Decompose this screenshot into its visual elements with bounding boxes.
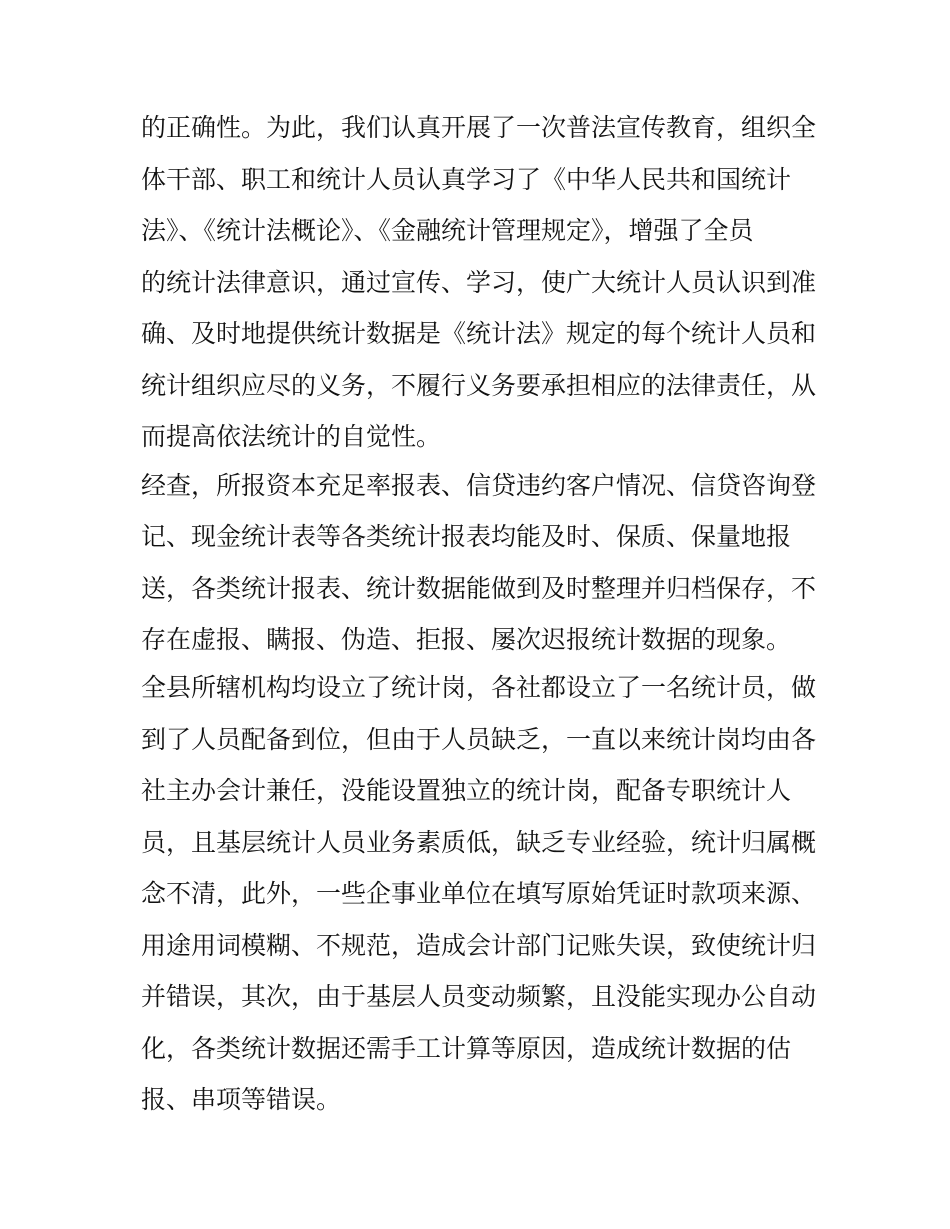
text-line: 到了人员配备到位，但由于人员缺乏，一直以来统计岗均由各 <box>141 725 817 754</box>
text-line: 记、现金统计表等各类统计报表均能及时、保质、保量地报 <box>141 522 792 551</box>
text-line: 报、串项等错误。 <box>141 1085 342 1114</box>
text-line: 念不清，此外，一些企事业单位在填写原始凭证时款项来源、 <box>141 879 817 908</box>
text-line: 确、及时地提供统计数据是《统计法》规定的每个统计人员和 <box>141 319 817 348</box>
text-line: 法》、《统计法概论》、《金融统计管理规定》，增强了全员 <box>141 216 754 245</box>
text-line: 统计组织应尽的义务，不履行义务要承担相应的法律责任，从 <box>141 371 817 400</box>
text-line: 用途用词模糊、不规范，造成会计部门记账失误，致使统计归 <box>141 931 817 960</box>
text-line: 经查，所报资本充足率报表、信贷违约客户情况、信贷咨询登 <box>141 471 817 500</box>
text-line: 并错误，其次，由于基层人员变动频繁，且没能实现办公自动 <box>141 982 817 1011</box>
text-line: 的正确性。为此，我们认真开展了一次普法宣传教育，组织全 <box>141 113 817 142</box>
text-line: 而提高依法统计的自觉性。 <box>141 422 442 451</box>
text-line: 的统计法律意识，通过宣传、学习，使广大统计人员认识到准 <box>141 268 817 297</box>
text-line: 员，且基层统计人员业务素质低，缺乏专业经验，统计归属概 <box>141 828 817 857</box>
text-line: 存在虚报、瞒报、伪造、拒报、屡次迟报统计数据的现象。 <box>141 625 792 654</box>
text-line: 社主办会计兼任，没能设置独立的统计岗，配备专职统计人 <box>141 776 792 805</box>
text-line: 化，各类统计数据还需手工计算等原因，造成统计数据的估 <box>141 1034 792 1063</box>
text-line: 送，各类统计报表、统计数据能做到及时整理并归档保存，不 <box>141 574 817 603</box>
text-line: 全县所辖机构均设立了统计岗，各社都设立了一名统计员，做 <box>141 673 817 702</box>
text-line: 体干部、职工和统计人员认真学习了《中华人民共和国统计 <box>141 165 792 194</box>
